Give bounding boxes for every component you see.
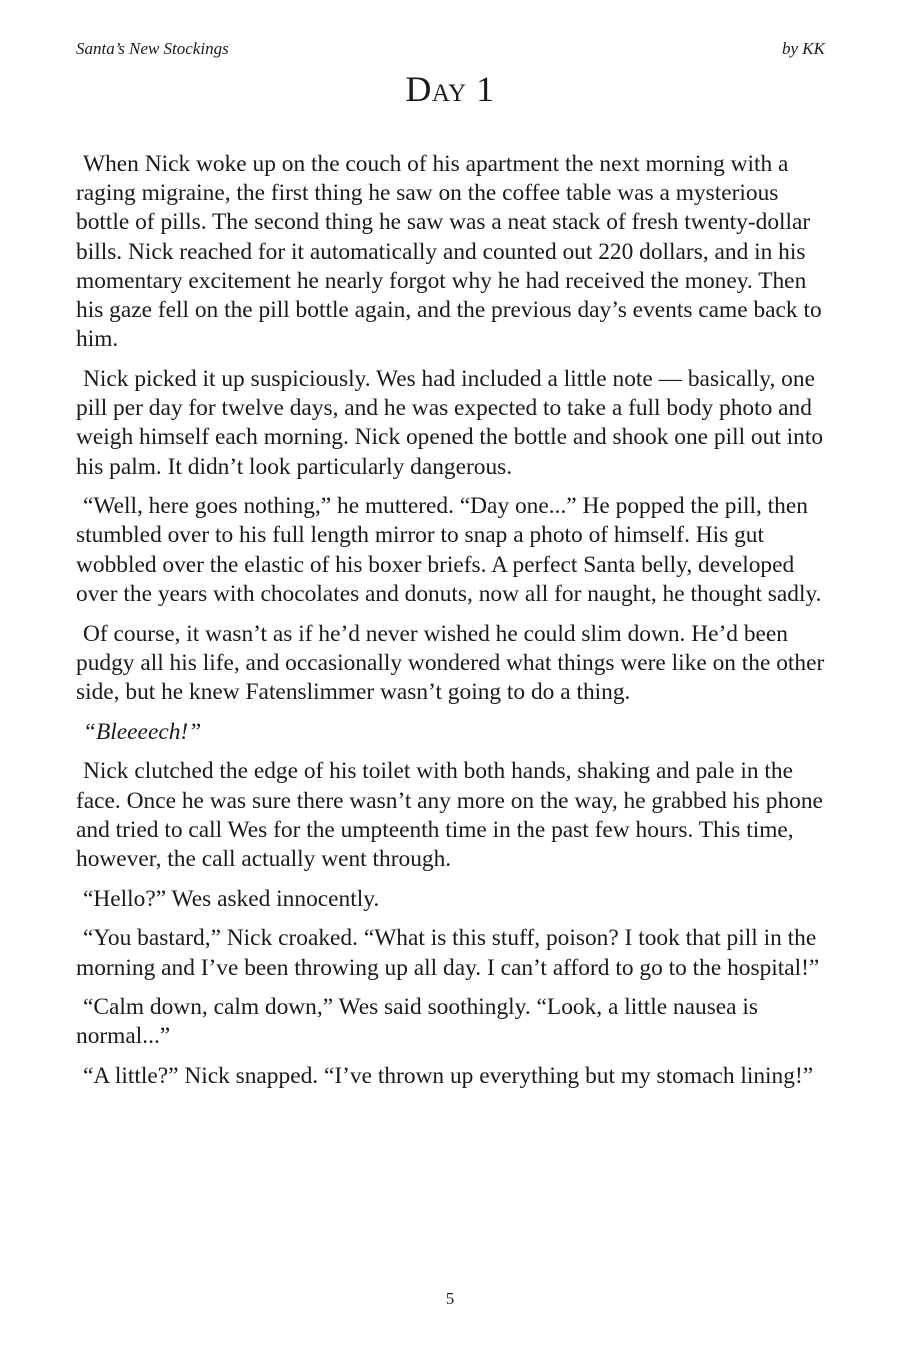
paragraph: “You bastard,” Nick croaked. “What is this stuff, poison? I took that pill in the morning and I’ve been throwing up all day. I can’t afford to go to the hospital!” bbox=[76, 925, 820, 981]
header-author: by KK bbox=[782, 39, 825, 58]
page-number: 5 bbox=[445, 1289, 455, 1308]
body-text bbox=[76, 150, 826, 1102]
paragraph: Nick clutched the edge of his toilet with both hands, shaking and pale in the face. Once he was sure there wasn’t any more on the way, he grabbed his phone and tried to call Wes for the umpteenth time in the past few hours. This time, however, the call actually went through. bbox=[76, 758, 823, 872]
paragraph: “Calm down, calm down,” Wes said soothingly. “Look, a little nausea is normal...” bbox=[76, 994, 759, 1050]
chapter-title: Day 1 bbox=[405, 69, 495, 109]
paragraph: Nick picked it up suspiciously. Wes had included a little note — basically, one pill per day for twelve days, and he was expected to take a full body photo and weigh himself each morning. Nick opened the bottle and shook one pill out into his palm. It didn’t look particularly dangerous. bbox=[76, 365, 824, 480]
paragraph: “Hello?” Wes asked innocently. bbox=[83, 885, 380, 912]
paragraph: When Nick woke up on the couch of his apartment the next morning with a raging migraine, the first thing he saw on the coffee table was a mysterious bottle of pills. The second thing he saw was a neat stack of fresh twenty-dollar bills. Nick reached for it automatically and counted out 220 dollars, and in his momentary excitement he nearly forgot why he had received the money. Then his gaze fell on the pill bottle again, and the previous day’s events came back to him. bbox=[76, 151, 822, 353]
paragraph-exclamation: “Bleeeech!” bbox=[83, 718, 202, 745]
running-header bbox=[76, 38, 825, 60]
paragraph: “Well, here goes nothing,” he muttered. “Day one...” He popped the pill, then stumbled over to his full length mirror to snap a photo of himself. His gut wobbled over the elastic of his boxer briefs. A perfect Santa belly, developed over the years with chocolates and donuts, now all for naught, he thought sadly. bbox=[76, 493, 822, 607]
header-book-title: Santa’s New Stockings bbox=[76, 39, 229, 58]
paragraph: “A little?” Nick snapped. “I’ve thrown up everything but my stomach lining!” bbox=[83, 1063, 814, 1090]
paragraph: Of course, it wasn’t as if he’d never wished he could slim down. He’d been pudgy all his life, and occasionally wondered what things were like on the other side, but he knew Fatenslimmer wasn’t going to do a thing. bbox=[76, 620, 825, 705]
